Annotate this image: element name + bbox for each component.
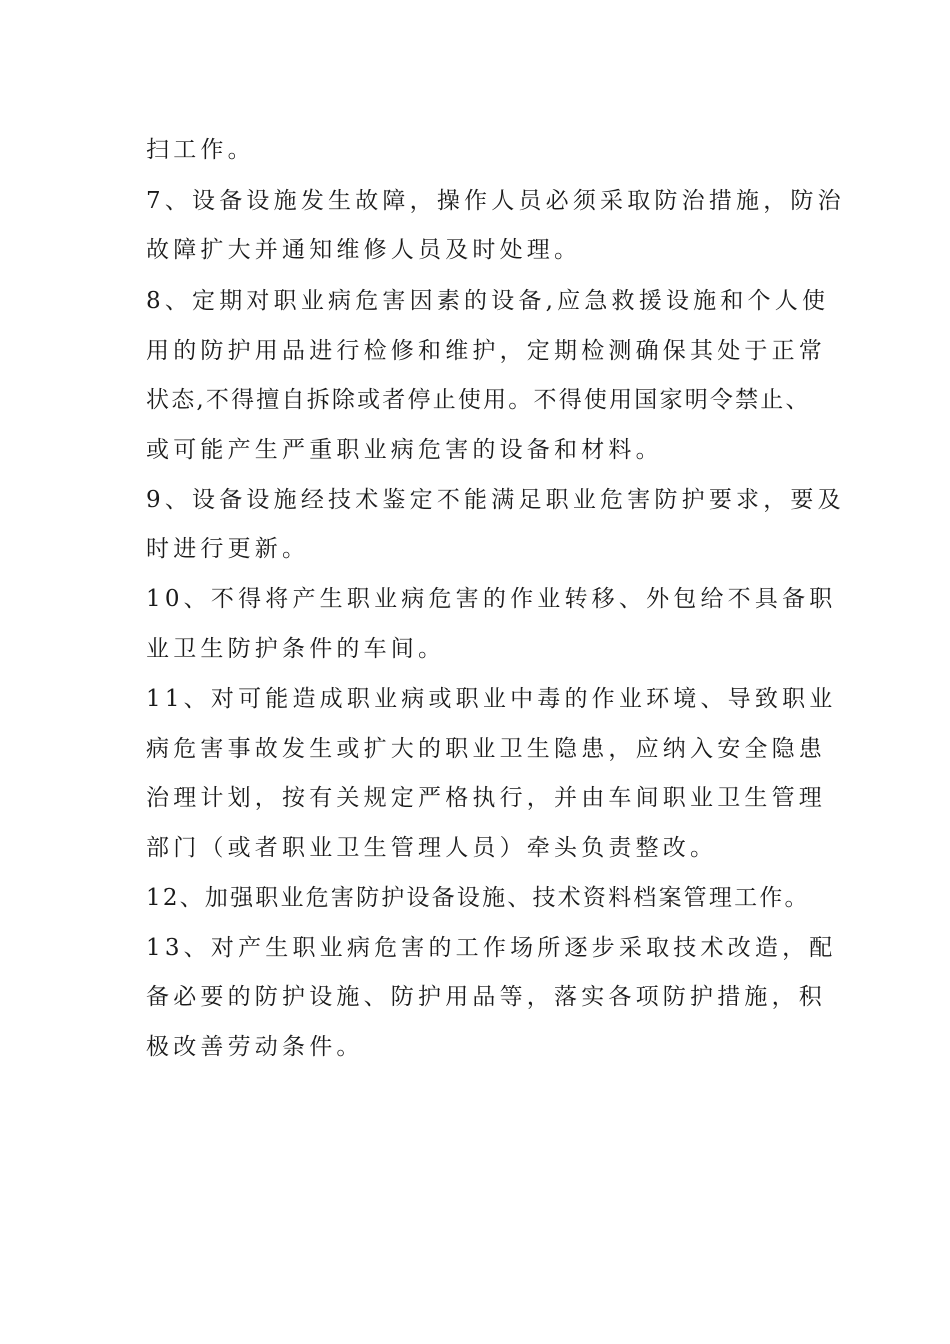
text-line: 备必要的防护设施、防护用品等，落实各项防护措施，积 bbox=[146, 984, 826, 1010]
text-line: 8、定期对职业病危害因素的设备,应急救援设施和个人使 bbox=[146, 288, 830, 314]
text-line: 状态,不得擅自拆除或者停止使用。不得使用国家明令禁止、 bbox=[146, 387, 811, 413]
text-line: 9、设备设施经技术鉴定不能满足职业危害防护要求，要及 bbox=[146, 487, 845, 513]
text-line: 治理计划，按有关规定严格执行，并由车间职业卫生管理 bbox=[146, 785, 826, 811]
text-line: 12、加强职业危害防护设备设施、技术资料档案管理工作。 bbox=[146, 885, 810, 911]
text-line: 10、不得将产生职业病危害的作业转移、外包给不具备职 bbox=[146, 586, 837, 612]
text-line: 或可能产生严重职业病危害的设备和材料。 bbox=[146, 437, 663, 463]
text-line: 时进行更新。 bbox=[146, 536, 310, 562]
text-line: 7、设备设施发生故障，操作人员必须采取防治措施，防治 bbox=[146, 188, 845, 214]
text-line: 11、对可能造成职业病或职业中毒的作业环境、导致职业 bbox=[146, 686, 837, 712]
text-line: 病危害事故发生或扩大的职业卫生隐患，应纳入安全隐患 bbox=[146, 736, 826, 762]
text-line: 极改善劳动条件。 bbox=[146, 1034, 364, 1060]
text-line: 业卫生防护条件的车间。 bbox=[146, 636, 446, 662]
text-line: 部门（或者职业卫生管理人员）牵头负责整改。 bbox=[146, 835, 718, 861]
text-line: 扫工作。 bbox=[146, 137, 255, 163]
text-line: 用的防护用品进行检修和维护，定期检测确保其处于正常 bbox=[146, 338, 826, 364]
text-line: 故障扩大并通知维修人员及时处理。 bbox=[146, 237, 582, 263]
text-line: 13、对产生职业病危害的工作场所逐步采取技术改造，配 bbox=[146, 935, 837, 961]
